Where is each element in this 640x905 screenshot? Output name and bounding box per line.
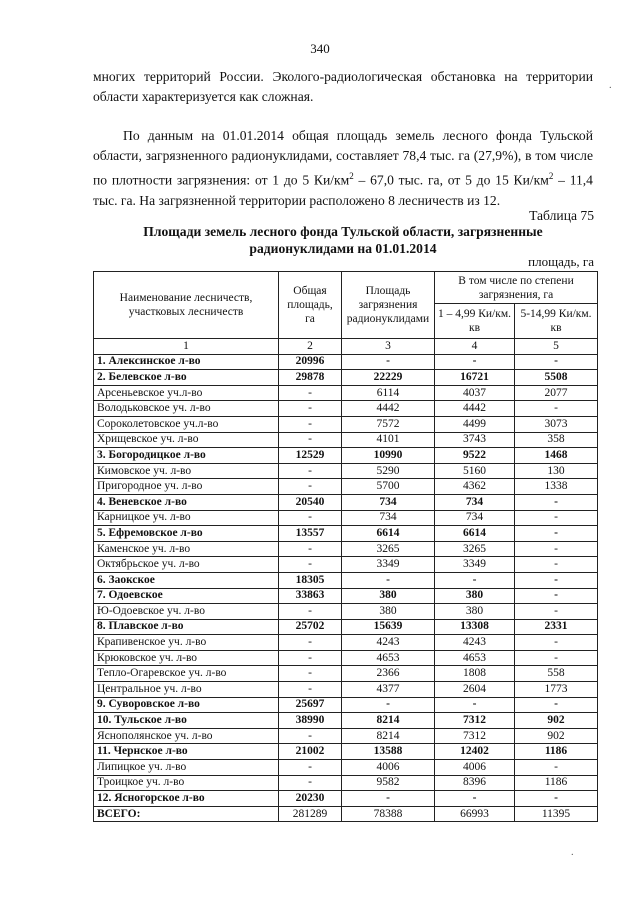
table-row [94,572,598,588]
value-cell: 4377 [342,682,435,698]
value-cell: - [279,682,342,698]
table-label: Таблица 75 [529,208,594,223]
header-name: Наименование лесничеств, участковых лесничеств [94,272,279,339]
value-cell: 4442 [342,401,435,417]
row-name-cell: Тепло-Огаревское уч. л-во [94,666,279,682]
paragraph-2 [93,126,593,211]
value-cell: 2077 [515,385,598,401]
table-row [94,588,598,604]
row-name-cell: Липицкое уч. л-во [94,760,279,776]
value-cell: - [342,791,435,807]
row-name-cell: 9. Суворовское л-во [94,697,279,713]
table-row [94,650,598,666]
column-index-row [94,339,598,355]
value-cell: 7312 [435,713,515,729]
row-name-cell: 2. Белевское л-во [94,370,279,386]
value-cell: 25702 [279,619,342,635]
row-name-cell: Арсеньевское уч.л-во [94,385,279,401]
value-cell: 734 [342,510,435,526]
value-cell: - [279,541,342,557]
value-cell: 12402 [435,744,515,760]
value-cell: - [279,666,342,682]
value-cell: - [279,463,342,479]
value-cell: - [515,510,598,526]
value-cell: 38990 [279,713,342,729]
value-cell: - [435,697,515,713]
corner-mark: · [608,83,612,94]
row-name-cell: ВСЕГО: [94,806,279,822]
row-name-cell: Карницкое уч. л-во [94,510,279,526]
value-cell: 10990 [342,448,435,464]
value-cell: 4653 [435,650,515,666]
value-cell: 8396 [435,775,515,791]
value-cell: 4037 [435,385,515,401]
value-cell: 78388 [342,806,435,822]
value-cell: 2331 [515,619,598,635]
units-label: площадь, га [528,254,594,269]
table-row [94,432,598,448]
header-contaminated: Площадь загрязнения радионуклидами [342,272,435,339]
value-cell: 380 [342,588,435,604]
value-cell: - [279,432,342,448]
column-index: 4 [435,339,515,355]
table-row [94,744,598,760]
value-cell: - [279,401,342,417]
value-cell: - [515,401,598,417]
value-cell: 6614 [435,526,515,542]
table-row [94,557,598,573]
value-cell: - [279,557,342,573]
table-row [94,385,598,401]
row-name-cell: 7. Одоевское [94,588,279,604]
value-cell: 6614 [342,526,435,542]
row-name-cell: Троицкое уч. л-во [94,775,279,791]
column-index: 5 [515,339,598,355]
value-cell: - [279,604,342,620]
table-row [94,775,598,791]
value-cell: - [515,791,598,807]
value-cell: 4442 [435,401,515,417]
value-cell: 5160 [435,463,515,479]
value-cell: 1808 [435,666,515,682]
table-row [94,713,598,729]
table-row [94,760,598,776]
row-name-cell: Крюковское уч. л-во [94,650,279,666]
value-cell: 734 [435,510,515,526]
forest-contamination-table [93,271,598,822]
value-cell: 734 [435,494,515,510]
value-cell: - [515,494,598,510]
value-cell: 6114 [342,385,435,401]
value-cell: 18305 [279,572,342,588]
value-cell: 12529 [279,448,342,464]
row-name-cell: 6. Заокское [94,572,279,588]
value-cell: 8214 [342,728,435,744]
value-cell: 7572 [342,416,435,432]
value-cell: 13588 [342,744,435,760]
table-row [94,401,598,417]
value-cell: 902 [515,713,598,729]
value-cell: 3265 [435,541,515,557]
table-row [94,541,598,557]
value-cell: 1468 [515,448,598,464]
row-name-cell: 8. Плавское л-во [94,619,279,635]
table-row [94,479,598,495]
value-cell: - [515,557,598,573]
paragraph-2-part-a: По данным на 01.01.2014 общая площадь земель лесного фонда Тульской области, загрязненного радионуклидами, составляет 78,4 тыс. га (27,9%), в том числе по плотности загрязнения: от 1 до 5 Ки/км [93,128,593,188]
row-name-cell: 1. Алексинское л-во [94,354,279,370]
table-row [94,635,598,651]
superscript-2: 2 [548,171,554,181]
column-index: 1 [94,339,279,355]
value-cell: 20540 [279,494,342,510]
table-row [94,697,598,713]
value-cell: - [515,635,598,651]
row-name-cell: 4. Веневское л-во [94,494,279,510]
value-cell: 16721 [435,370,515,386]
value-cell: 558 [515,666,598,682]
table-row [94,791,598,807]
value-cell: - [279,416,342,432]
row-name-cell: Кимовское уч. л-во [94,463,279,479]
page-number: 340 [310,41,330,56]
value-cell: - [515,760,598,776]
value-cell: 2366 [342,666,435,682]
paragraph-1: многих территорий России. Эколого-радиологическая обстановка на территории области характеризуется как сложная. [93,69,593,104]
value-cell: 4499 [435,416,515,432]
value-cell: - [279,728,342,744]
value-cell: - [342,354,435,370]
paragraph-2-part-c: – 11,4 тыс. га. На загрязненной территории расположено 8 лесничеств из 12. [93,172,593,208]
value-cell: 2604 [435,682,515,698]
value-cell: - [515,541,598,557]
table-row [94,806,598,822]
header-density-2: 5-14,99 Ки/км. кв [515,304,598,339]
table-row [94,370,598,386]
value-cell: 22229 [342,370,435,386]
row-name-cell: Хрищевское уч. л-во [94,432,279,448]
value-cell: 9522 [435,448,515,464]
table-row [94,510,598,526]
value-cell: 3073 [515,416,598,432]
value-cell: 4006 [435,760,515,776]
value-cell: - [279,510,342,526]
table-title: Площади земель лесного фонда Тульской области, загрязненные радионуклидами на 01.01.2014 [143,224,543,256]
row-name-cell: Яснополянское уч. л-во [94,728,279,744]
paragraph-2-part-b: – 67,0 тыс. га, от 5 до 15 Ки/км [353,172,549,188]
row-name-cell: Ю-Одоевское уч. л-во [94,604,279,620]
value-cell: 4243 [435,635,515,651]
value-cell: - [279,635,342,651]
value-cell: - [435,572,515,588]
value-cell: 380 [342,604,435,620]
value-cell: 13308 [435,619,515,635]
value-cell: - [279,760,342,776]
value-cell: 1186 [515,744,598,760]
value-cell: 380 [435,588,515,604]
row-name-cell: 11. Чернское л-во [94,744,279,760]
value-cell: - [279,385,342,401]
value-cell: 1773 [515,682,598,698]
value-cell: 734 [342,494,435,510]
value-cell: - [515,697,598,713]
value-cell: 11395 [515,806,598,822]
row-name-cell: Крапивенское уч. л-во [94,635,279,651]
row-name-cell: 5. Ефремовское л-во [94,526,279,542]
table-row [94,354,598,370]
row-name-cell: Каменское уч. л-во [94,541,279,557]
value-cell: 1186 [515,775,598,791]
value-cell: 902 [515,728,598,744]
value-cell: - [515,604,598,620]
table-row [94,604,598,620]
row-name-cell: Октябрьское уч. л-во [94,557,279,573]
value-cell: 3349 [342,557,435,573]
value-cell: 33863 [279,588,342,604]
value-cell: 66993 [435,806,515,822]
row-name-cell: Центральное уч. л-во [94,682,279,698]
value-cell: - [515,572,598,588]
value-cell: 4101 [342,432,435,448]
value-cell: - [515,650,598,666]
corner-mark: · [570,850,574,861]
table-row [94,682,598,698]
value-cell: 130 [515,463,598,479]
value-cell: 4243 [342,635,435,651]
value-cell: - [279,650,342,666]
value-cell: 5290 [342,463,435,479]
value-cell: - [342,697,435,713]
value-cell: 13557 [279,526,342,542]
table-row [94,494,598,510]
value-cell: 4653 [342,650,435,666]
superscript-1: 2 [349,171,354,181]
value-cell: 5700 [342,479,435,495]
value-cell: 29878 [279,370,342,386]
table-row [94,463,598,479]
column-index: 3 [342,339,435,355]
value-cell: 1338 [515,479,598,495]
value-cell: 15639 [342,619,435,635]
table-row [94,728,598,744]
table-row [94,619,598,635]
row-name-cell: Сороколетовское уч.л-во [94,416,279,432]
table-row [94,526,598,542]
table-row [94,666,598,682]
value-cell: 281289 [279,806,342,822]
value-cell: 4362 [435,479,515,495]
value-cell: 380 [435,604,515,620]
table-body [94,354,598,822]
value-cell: 20996 [279,354,342,370]
header-total: Общая площадь, га [279,272,342,339]
header-density-1: 1 – 4,99 Ки/км. кв [435,304,515,339]
value-cell: 9582 [342,775,435,791]
column-index: 2 [279,339,342,355]
value-cell: - [435,791,515,807]
value-cell: - [515,354,598,370]
row-name-cell: 10. Тульское л-во [94,713,279,729]
value-cell: - [342,572,435,588]
value-cell: 358 [515,432,598,448]
value-cell: 3349 [435,557,515,573]
row-name-cell: Володьковское уч. л-во [94,401,279,417]
row-name-cell: 12. Ясногорское л-во [94,791,279,807]
value-cell: 25697 [279,697,342,713]
header-by-density: В том числе по степени загрязнения, га [435,272,598,304]
value-cell: 5508 [515,370,598,386]
value-cell: 3265 [342,541,435,557]
value-cell: - [279,479,342,495]
value-cell: 4006 [342,760,435,776]
row-name-cell: 3. Богородицкое л-во [94,448,279,464]
value-cell: - [435,354,515,370]
value-cell: - [515,526,598,542]
value-cell: 7312 [435,728,515,744]
value-cell: - [279,775,342,791]
table-row [94,448,598,464]
value-cell: 8214 [342,713,435,729]
value-cell: 20230 [279,791,342,807]
table-row [94,416,598,432]
value-cell: - [515,588,598,604]
value-cell: 3743 [435,432,515,448]
value-cell: 21002 [279,744,342,760]
row-name-cell: Пригородное уч. л-во [94,479,279,495]
